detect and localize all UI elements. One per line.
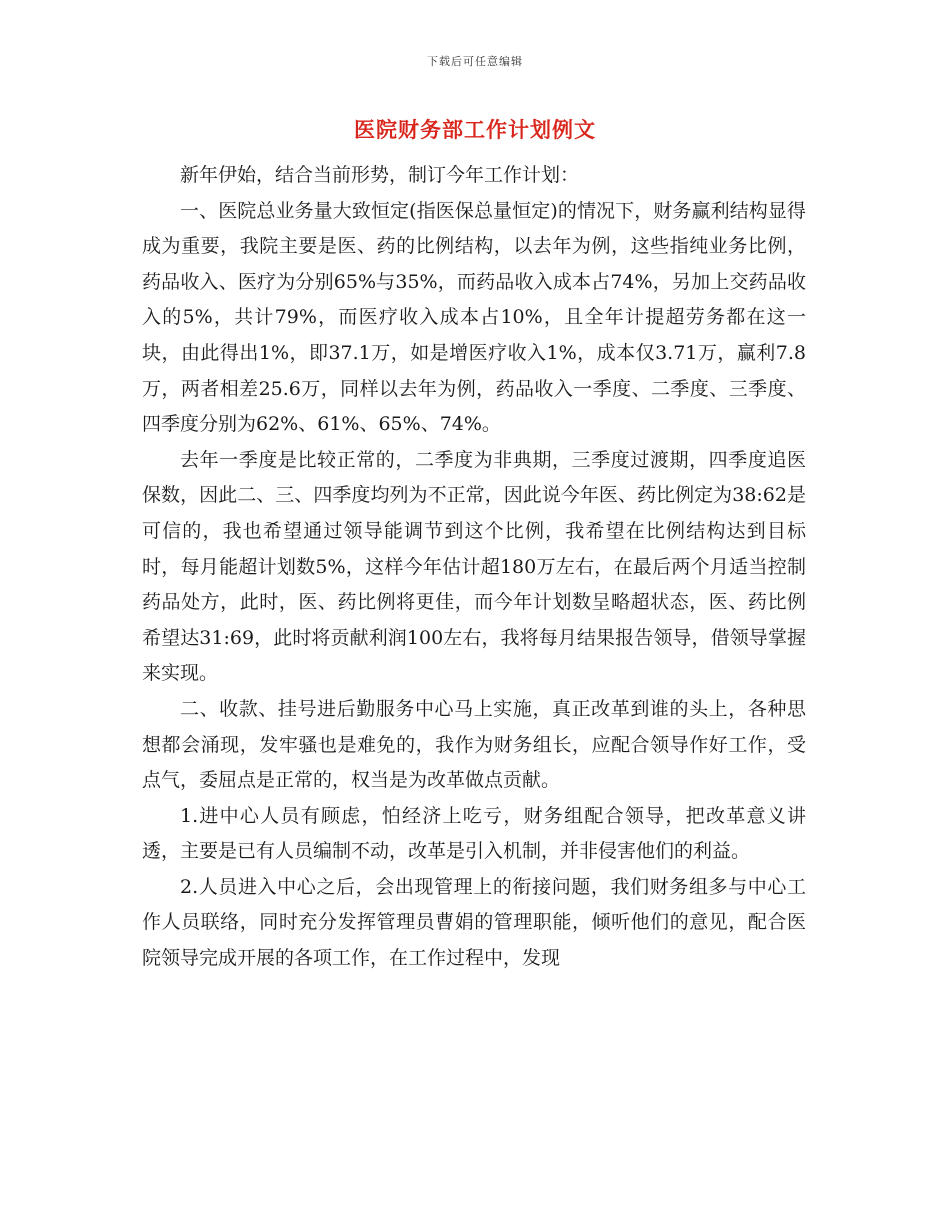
paragraph-item-2: 2.人员进入中心之后，会出现管理上的衔接问题，我们财务组多与中心工作人员联络，同时充分发挥管理员曹娟的管理职能，倾听他们的意见，配合医院领导完成开展的各项工作，在工作过程中，发现 [142,875,806,970]
paragraph-section-1: 一、医院总业务量大致恒定(指医保总量恒定)的情况下，财务赢利结构显得成为重要，我院主要是医、药的比例结构，以去年为例，这些指纯业务比例，药品收入、医疗为分别65%与35%，而药品收入成本占74%，另加上交药品收入的5%，共计79%，而医疗收入成本占10%，且全年计提超劳务都在这一块，由此得出1%，即37.1万，如是增医疗收入1%，成本仅3.71万，赢利7.8万，两者相差25.6万，同样以去年为例，药品收入一季度、二季度、三季度、四季度分别为62%、61%、65%、74%。 [142,199,806,436]
paragraph-item-1: 1.进中心人员有顾虑，怕经济上吃亏，财务组配合领导，把改革意义讲透，主要是已有人员编制不动，改革是引入机制，并非侵害他们的利益。 [142,804,806,863]
header-note: 下载后可任意编辑 [427,55,523,68]
paragraph-intro: 新年伊始，结合当前形势，制订今年工作计划： [180,164,580,186]
paragraph-quarter-analysis: 去年一季度是比较正常的，二季度为非典期，三季度过渡期，四季度追医保数，因此二、三、四季度均列为不正常，因此说今年医、药比例定为38:62是可信的，我也希望通过领导能调节到这个比例，我希望在比例结构达到目标时，每月能超计划数5%，这样今年估计超180万左右，在最后两个月适当控制药品处方，此时，医、药比例将更佳，而今年计划数呈略超状态，医、药比例希望达31:69，此时将贡献利润100左右，我将每月结果报告领导，借领导掌握来实现。 [142,448,806,685]
document-title: 医院财务部工作计划例文 [354,117,596,142]
paragraph-section-2: 二、收款、挂号进后勤服务中心马上实施，真正改革到谁的头上，各种思想都会涌现，发牢骚也是难免的，我作为财务组长，应配合领导作好工作，受点气，委屈点是正常的，权当是为改革做点贡献。 [142,697,806,792]
document-body [142,158,806,977]
